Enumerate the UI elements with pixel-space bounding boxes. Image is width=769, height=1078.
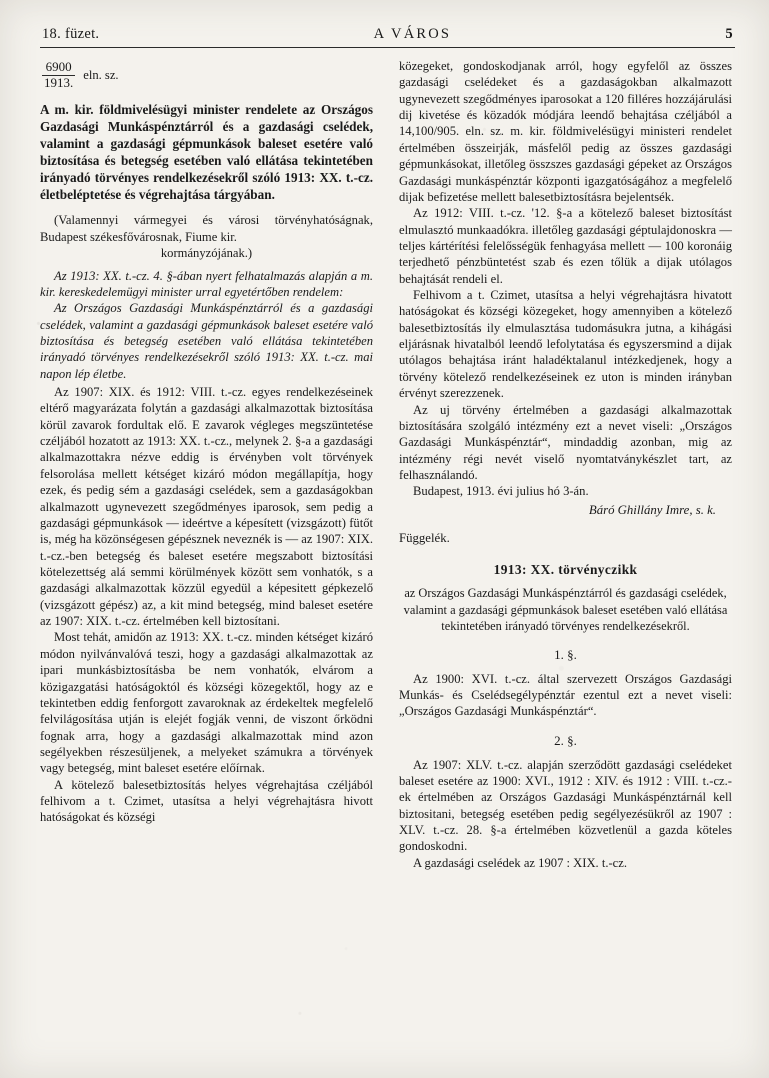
section-number-2: 2. §. [554, 732, 577, 748]
registry-suffix: eln. sz. [83, 67, 119, 82]
italic-body: Az Országos Gazdasági Munkáspénztárról és a gazdasági cselédek, valamint a gazdasági gépmunkások baleset esetére való biztosítása és betegség esetében való ellátása tekintetében irányadó törvényes rendelkezésekről szóló 1913: XX. t.-cz. mai napon lép életbe. [40, 301, 373, 381]
registry-denominator: 1913. [44, 74, 74, 90]
signature: Báró Ghillány Imre, s. k. [588, 502, 716, 517]
running-head [40, 26, 735, 47]
left-column [40, 58, 373, 1043]
law-subtitle: az Országos Gazdasági Munkáspénztárról és gazdasági cselédek, valamint a gazdasági gépmunkások baleset esetében való ellátása tekintetében irányadó törvényes rendelkezésekről. [403, 586, 728, 633]
registry-numerator: 6900 [45, 59, 72, 74]
issue-number: 18. füzet. [42, 26, 100, 42]
registry-number [42, 60, 373, 90]
right-paragraph-3: Felhivom a t. Czimet, utasítsa a helyi végrehajtásra hivatott hatóságokat és községi közegeket, hogy amennyiben a kötelező balesetbiztosítás ily elmulasztása tudomásukra jutna, a kihágási eljárásnak hivatalból leendő lefolytatása és egyszersmind a dijak utólagos behajtása iránt haladéktalanul intézkedjenek, hogy a törvény kötelező rendelkezéseinek ez uton is minden irányban érvényt szerezzenek. [399, 288, 732, 401]
left-paragraph-1: Az 1907: XIX. és 1912: VIII. t.-cz. egyes rendelkezéseinek eltérő magyarázata folytán a gazdasági alkalmazottak biztosítása körül zavarok fordultak elő. E zavarok végleges megszüntetése czéljából hozatott az 1913: XX. t.-cz., melynek 2. §-a a gazdasági alkalmazottakra nézve eddig is érvényben volt törvények felsorolása mellett kétséget kizáró módon megállapítja, hogy ezek, és pedig sém a gazdasági cselédek, sem a gazdaságokban alkalmazott ugynevezett szegődményes iparosok, sem pedig a gazdasági gépmunkások — ideértve a képesített (vizsgázott) fütőt is, még ha közönségesen gépésznek neveznék is — az 1907: XIX. t.-cz.-ben betegség és baleset esetére megszabott biztosítási kötelezettség alá semmi körülmények között sem vonhatók, s a gazdasági alkalmazottak közzül egyedül a képesitett gépkezelő (vizsgázott gépész) az, a kit mind betegség, mind baleset esetére az 1907: XIX. t.-cz. értelmében kell biztosítani. [40, 385, 373, 629]
header-rule [40, 47, 735, 48]
right-paragraph-1: közegeket, gondoskodjanak arról, hogy egyfelől az összes gazdasági cselédeket és a gazdaságokban alkalmazott ugynevezett szegődményes iparosokat a 120 filléres hozzájárulási dij kivetése és közadók módjára leendő behajtása czéljából a 14,100/905. eln. sz. m. kir. földmivelésügyi ministeri rendelet értelmében összeirják, másfelől pedig az összes gazdasági gépmunkásokat, illetőleg összszes gazdasági gépeket az Országos Gazdasági munkáspénztár központi igazgatóságához a megfelelő dijak befizetése mellett balesetbiztosításra bejelentsék. [399, 59, 732, 204]
right-paragraph-2: Az 1912: VIII. t.-cz. '12. §-a a kötelező baleset biztosítást elmulasztó munkaadókra. illetőleg gazdasági géptulajdonoskra — teljes kártérítési felelősségük fenhagyása mellett — 100 koronáig terjedhető pénzbüntetést szab és ezen tőlük a dijak utólagos behajtását rendeli el. [399, 206, 732, 286]
addressee-line-1: (Valamennyi vármegyei és városi törvényhatóságnak, Budapest székesfővárosnak, Fiume kir. [40, 213, 373, 244]
italic-intro-block [40, 268, 373, 383]
right-paragraph-4: Az uj törvény értelmében a gazdasági alkalmazottak biztosítására szolgáló intézmény ezt a nevet viseli: „Országos Gazdasági Munkáspénztár“, mindaddig azonban, mig az intézmény régi nevét viselő nyomtatványkészlet tart, az felhasználandó. [399, 402, 732, 482]
page-number: 5 [725, 26, 733, 42]
addressee-block [40, 212, 373, 261]
section-number-1: 1. §. [554, 646, 577, 662]
decree-title: A m. kir. földmivelésügyi minister rendelete az Országos Gazdasági Munkáspénztárról és a gazdasági cselédek, valamint a gazdasági gépmunkások baleset esetére való biztosítása és betegség esetében való ellátása tekintetében irányadó törvényes rendelkezésekről szóló 1913: XX. t.-cz. életbeléptetése és végrehajtása tárgyában. [40, 102, 373, 202]
law-title: 1913: XX. törvényczikk [493, 561, 638, 577]
appendix-label: Függelék. [399, 531, 450, 546]
left-paragraph-2: Most tehát, amidőn az 1913: XX. t.-cz. minden kétséget kizáró módon nyilvánvalóvá teszi, hogy a gazdasági alkalmazottak az ipari munkásbiztosításba be nem vonhatók, elvárom a közigazgatási hatóságoktól és községi közegektől, hogy az e tekintetben eddig fenforgott zavaroknak az érdekeltek megfelelő felvilágosítása utján is elejét fogják venni, de viszont őrködni fognak arra, hogy a gazdasági alkalmazottak mind azon segélyekben részesüljenek, a melyeket számukra a törvények vagy betegség, mint baleset esetére előírnak. [40, 630, 373, 776]
right-column [399, 58, 732, 1043]
section-text-2: Az 1907: XLV. t.-cz. alapján szerződött gazdasági cselédeket baleset esetére az 1900: XVI., 1912 : XIV. és 1912 : VIII. t.-cz.-ek értelmében az Országos Gazdasági Munkáspénztárnál kell biztositani, betegség esetében pedig segélyezésükről az 1907 : XLV. t.-cz. 28. §-a értelmében közvetlenül a gazda köteles gondoskodni. [399, 757, 732, 854]
italic-intro: Az 1913: XX. t.-cz. 4. §-ában nyert felhatalmazás alapján a m. kir. kereskedelemügyi minister urral egyetértőben rendelem: [40, 268, 373, 299]
left-paragraph-3: A kötelező balesetbiztosítás helyes végrehajtása czéljából felhivom a t. Czimet, utasítsa a helyi végrehajtásra hivott hatóságokat és községi [40, 777, 373, 825]
addressee-line-2: kormányzójának.) [160, 246, 253, 261]
two-column-body [40, 58, 735, 1043]
closing-line: A gazdasági cselédek az 1907 : XIX. t.-cz. [413, 855, 628, 870]
dateline: Budapest, 1913. évi julius hó 3-án. [413, 484, 589, 499]
publication-title: A VÁROS [373, 26, 452, 42]
registry-fraction [42, 60, 75, 90]
section-text-1: Az 1900: XVI. t.-cz. által szervezett Országos Gazdasági Munkás- és Cselédsegélypénztár ezentul ezt a nevet viseli: „Országos Gazdasági Munkáspénztár“. [399, 671, 732, 719]
